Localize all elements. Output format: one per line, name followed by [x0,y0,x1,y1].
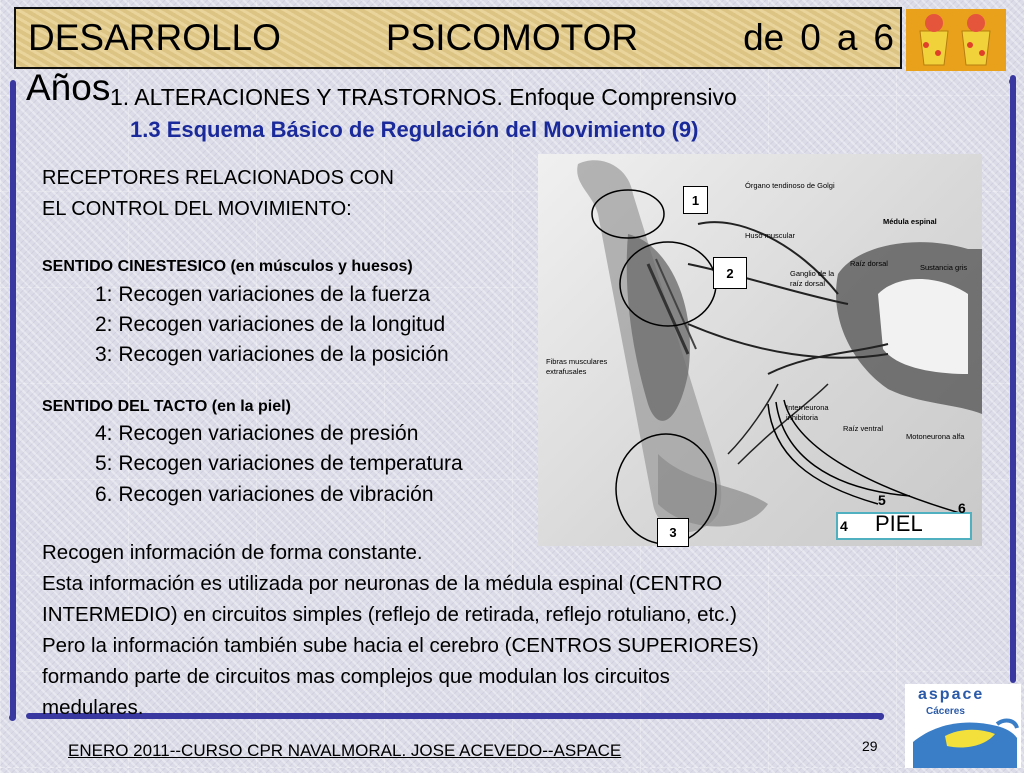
label-interneuron: Interneurona [786,403,829,412]
section-subtitle: 1. ALTERACIONES Y TRASTORNOS. Enfoque Comprensivo [110,84,737,110]
receptor-number-6: 6 [958,500,966,516]
list-item: 6. Recogen variaciones de vibración [95,483,434,506]
label-interneuron: inhibitoria [786,413,819,422]
title-word: 0 [800,17,821,58]
section-title: 1.3 Esquema Básico de Regulación del Movimiento (9) [130,117,699,142]
receptors-heading-line: RECEPTORES RELACIONADOS CON [42,167,394,189]
body-paragraph [42,537,759,723]
title-word: de [743,17,785,58]
logo-city: Cáceres [926,706,965,717]
title-word: PSICOMOTOR [385,17,639,58]
frame-dot [9,714,16,721]
paragraph-line: INTERMEDIO) en circuitos simples (reflejo de retirada, reflejo rotuliano, etc.) [42,603,737,626]
label-ganglion: raíz dorsal [790,279,826,288]
frame-left-bar [10,80,16,720]
paragraph-line: formando parte de circuitos mas complejos que modulan los circuitos [42,665,670,688]
label-grey-matter: Sustancia gris [920,263,968,272]
frame-right-bar [1010,75,1016,683]
paragraph-line: Pero la información también sube hacia el cerebro (CENTROS SUPERIORES) [42,634,759,657]
receptor-number-4: 4 [840,518,848,534]
touch-heading: SENTIDO DEL TACTO (en la piel) [42,398,291,415]
list-item: 3: Recogen variaciones de la posición [95,343,449,366]
page-number: 29 [862,738,878,754]
title-word: a [836,17,858,58]
label-motoneuron: Motoneurona alfa [906,432,965,441]
frame-dot [1009,78,1016,85]
title-word: DESARROLLO [28,17,281,58]
page-title-continued: Años [26,67,111,108]
label-ganglion: Ganglio de la [790,269,835,278]
label-dorsal-root: Raíz dorsal [850,259,888,268]
footer-text: ENERO 2011--CURSO CPR NAVALMORAL. JOSE ACEVEDO--ASPACE [68,741,622,760]
receptor-number-3: 3 [657,518,689,547]
flowerpot-logo [906,9,1006,71]
paragraph-line: medulares. [42,696,144,719]
list-item: 4: Recogen variaciones de presión [95,422,419,445]
paragraph-line: Esta información es utilizada por neuronas de la médula espinal (CENTRO [42,572,723,595]
receptor-number-2: 2 [713,257,747,289]
receptors-heading [42,163,394,225]
title-word: 6 [873,17,894,58]
receptor-number-5: 5 [878,492,886,508]
paragraph-line: Recogen información de forma constante. [42,541,423,564]
label-fibers: Fibras musculares [546,357,608,366]
title-range [743,16,894,60]
receptors-heading-line: EL CONTROL DEL MOVIMIENTO: [42,198,352,220]
logo-name: aspace [918,686,985,703]
skin-label: PIEL [875,511,923,536]
label-fibers: extrafusales [546,367,587,376]
list-item: 1: Recogen variaciones de la fuerza [95,283,431,306]
frame-dot [877,713,884,720]
page-title [28,16,894,60]
label-golgi: Órgano tendinoso de Golgi [745,181,835,190]
muscle-reflex-diagram [538,154,982,546]
list-item: 5: Recogen variaciones de temperatura [95,452,463,475]
label-ventral-root: Raíz ventral [843,424,884,433]
list-item: 2: Recogen variaciones de la longitud [95,313,446,336]
label-spinal-cord: Médula espinal [883,217,937,226]
receptor-number-1: 1 [683,186,708,214]
label-muscle-spindle: Huso muscular [745,231,796,240]
kinesthetic-heading: SENTIDO CINESTESICO (en músculos y huesos) [42,258,413,275]
